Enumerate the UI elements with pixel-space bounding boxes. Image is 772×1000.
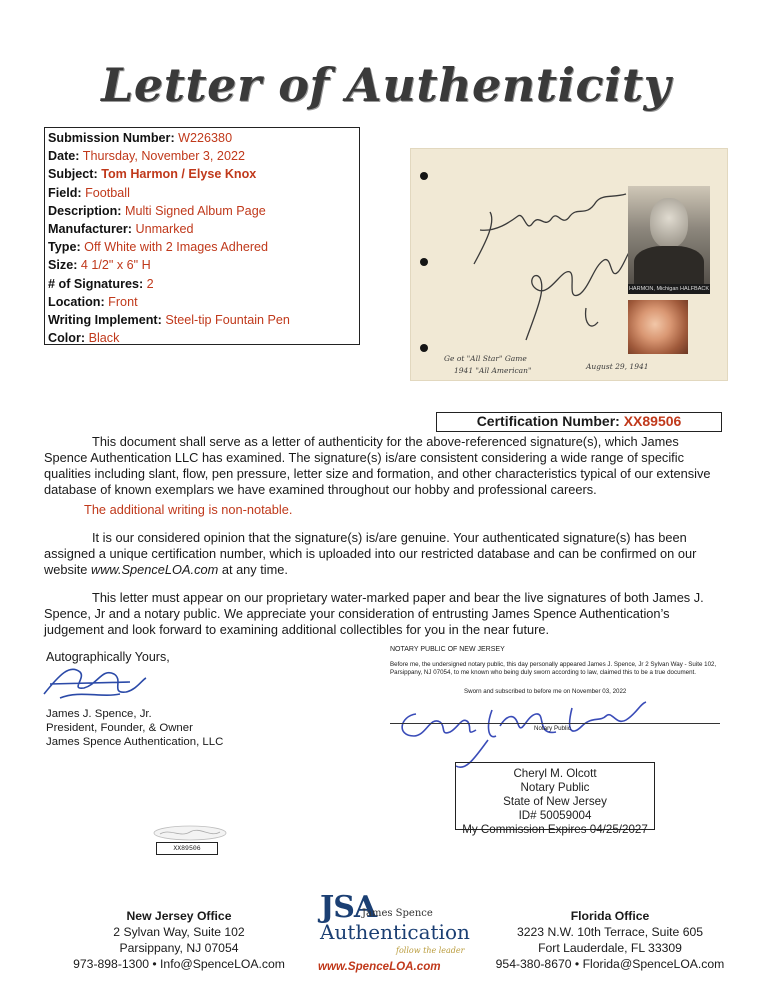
detail-label: Description: <box>48 203 122 218</box>
paragraph-watermark: This letter must appear on our proprietary water-marked paper and bear the live signatures of both James J. Spence, Jr and a notary public. We appreciate your consideration of entrusting James Spence Authentication’s judgement and look forward to examining additional collectibles for you in the near future. <box>44 590 704 637</box>
detail-label: Field: <box>48 185 82 200</box>
closing-text: Autographically Yours, <box>46 650 170 664</box>
detail-row <box>48 184 356 202</box>
logo-tagline: follow the leader <box>396 946 465 955</box>
james-spence-signature <box>40 654 150 704</box>
notary-stamp <box>455 762 655 836</box>
item-details-box <box>44 127 360 345</box>
page-title: Letter of Authenticity <box>101 58 671 112</box>
punch-hole <box>420 172 428 180</box>
office-contact: 954-380-8670 • Florida@SpenceLOA.com <box>495 957 725 971</box>
website-link[interactable]: www.SpenceLOA.com <box>90 562 219 577</box>
logo-sub: James Spence <box>362 908 433 919</box>
logo-url[interactable]: www.SpenceLOA.com <box>318 960 441 973</box>
signer-company: James Spence Authentication, LLC <box>46 736 224 748</box>
additional-writing-note: The additional writing is non-notable. <box>84 502 293 517</box>
detail-value: Football <box>85 185 130 200</box>
handwritten-note-date: August 29, 1941 <box>586 362 649 371</box>
sworn-statement: Sworn and subscribed to before me on November 03, 2022 <box>464 688 627 695</box>
detail-value: Off White with 2 Images Adhered <box>84 240 269 255</box>
detail-value: Black <box>88 331 120 346</box>
paragraph-opinion <box>44 530 722 578</box>
detail-label: Size: <box>48 258 78 273</box>
detail-label: Subject: <box>48 167 98 182</box>
detail-label: # of Signatures: <box>48 276 144 291</box>
office-address-line1: 3223 N.W. 10th Terrace, Suite 605 <box>516 925 704 939</box>
signer-block <box>46 707 223 749</box>
tom-harmon-portrait <box>628 186 710 294</box>
logo-mark: JSA <box>320 890 377 925</box>
detail-value: Tom Harmon / Elyse Knox <box>101 167 257 182</box>
handwritten-note-line1: Ge ot "All Star" Game <box>444 354 527 363</box>
paragraph-examination: This document shall serve as a letter of authenticity for the above-referenced signature(s), which James Spence Authentication LLC has examined. The signature(s) is/are consistent considering a wide range of specific qualities including slant, flow, pen pressure, letter size and formation, and other characteristics typical of our extensive database of known exemplars we have examined throughout our hobby and professional careers. <box>44 434 711 497</box>
new-jersey-office <box>44 908 314 972</box>
detail-row <box>48 238 356 256</box>
stamp-expires: My Commission Expires 04/25/2027 <box>462 823 648 836</box>
detail-label: Color: <box>48 331 86 346</box>
office-address-line2: Fort Lauderdale, FL 33309 <box>538 941 682 955</box>
detail-value: Front <box>108 294 138 309</box>
certification-number: XX89506 <box>623 413 682 429</box>
detail-value: Unmarked <box>135 222 194 237</box>
opinion-text-end: at any time. <box>218 562 288 577</box>
stamp-title: Notary Public <box>520 781 590 794</box>
detail-label: Submission Number: <box>48 131 175 145</box>
office-address-line2: Parsippany, NJ 07054 <box>119 941 239 955</box>
detail-value: Multi Signed Album Page <box>124 203 266 218</box>
notary-signature-line <box>390 723 720 724</box>
office-heading: Florida Office <box>570 909 650 923</box>
stamp-id: ID# 50059004 <box>518 809 592 822</box>
detail-value: Steel-tip Fountain Pen <box>165 313 290 328</box>
detail-label: Type: <box>48 240 81 255</box>
detail-value: Thursday, November 3, 2022 <box>82 149 245 164</box>
detail-value: 4 1/2" x 6" H <box>80 258 151 273</box>
logo-name: Authentication <box>320 920 470 944</box>
stamp-name: Cheryl M. Olcott <box>513 767 597 780</box>
stamp-state: State of New Jersey <box>503 795 607 808</box>
portrait-face <box>650 198 688 248</box>
jsa-hologram-sticker <box>150 824 230 842</box>
florida-office <box>470 908 750 972</box>
detail-row <box>48 165 356 183</box>
detail-row <box>48 275 356 293</box>
punch-hole <box>420 344 428 352</box>
notary-line-label: Notary Public <box>534 725 571 732</box>
jsa-sticker-number: XX89506 <box>156 842 218 855</box>
opinion-text: It is our considered opinion that the signature(s) is/are genuine. Your authenticated signature(s) has been assigned a unique certification number, which is uploaded into our restricted database and can be confirmed on our website <box>44 530 697 577</box>
detail-row <box>48 202 356 220</box>
detail-row <box>48 129 356 147</box>
album-page-photo <box>410 148 728 381</box>
office-contact: 973-898-1300 • Info@SpenceLOA.com <box>73 957 285 971</box>
detail-row <box>48 293 356 311</box>
detail-row <box>48 329 356 347</box>
office-heading: New Jersey Office <box>126 909 232 923</box>
detail-value: 2 <box>146 276 154 291</box>
notary-heading: NOTARY PUBLIC OF NEW JERSEY <box>390 646 505 653</box>
detail-label: Location: <box>48 294 105 309</box>
jsa-logo <box>306 890 472 980</box>
detail-row <box>48 256 356 274</box>
elyse-knox-photo <box>628 300 688 354</box>
detail-row <box>48 147 356 165</box>
detail-value: W226380 <box>178 131 233 145</box>
certification-number-box <box>436 412 722 432</box>
office-address-line1: 2 Sylvan Way, Suite 102 <box>113 925 245 939</box>
portrait-shoulders <box>634 246 704 286</box>
certification-label: Certification Number: <box>476 413 620 429</box>
detail-label: Writing Implement: <box>48 313 162 328</box>
punch-hole <box>420 258 428 266</box>
detail-label: Date: <box>48 149 80 164</box>
detail-row <box>48 220 356 238</box>
detail-label: Manufacturer: <box>48 222 132 237</box>
portrait-caption: HARMON, Michigan HALFBACK <box>628 286 710 292</box>
detail-row <box>48 311 356 329</box>
signer-role: President, Founder, & Owner <box>46 722 193 734</box>
handwritten-note-line2: 1941 "All American" <box>454 366 532 375</box>
signer-name: James J. Spence, Jr. <box>46 708 152 720</box>
notary-statement: Before me, the undersigned notary public, this day personally appeared James J. Spence, Jr 2 Sylvan Way - Suite 102, Parsippany, NJ 07054, to me known who being duly sworn according to law, claimed this to be a true document. <box>390 661 717 676</box>
